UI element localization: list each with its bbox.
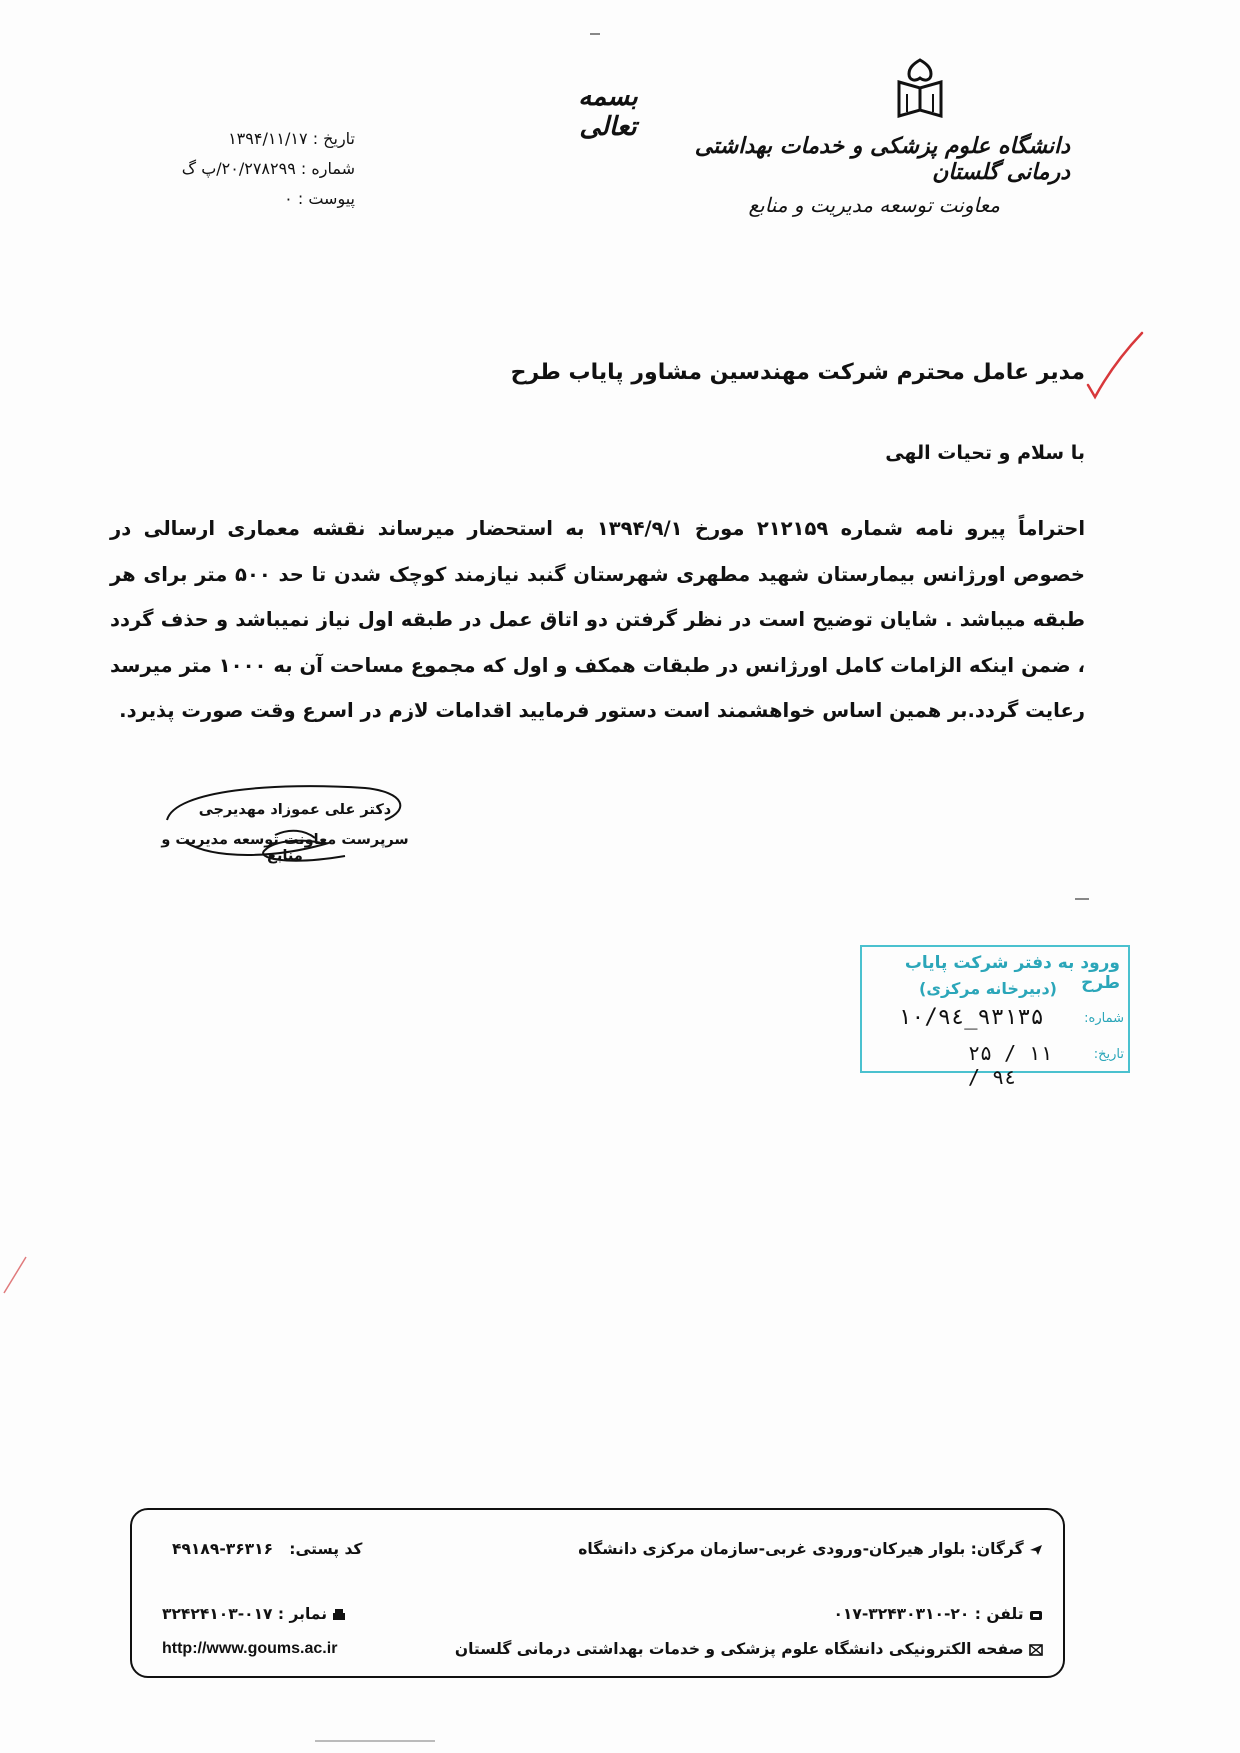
stamp-line-2: (دبیرخانه مرکزی) — [919, 979, 1057, 998]
fax-value: ۰۱۷-۳۲۴۲۴۱۰۳ — [162, 1605, 273, 1623]
stamp-date-label: تاریخ: — [1093, 1047, 1124, 1062]
scan-speck — [1075, 898, 1089, 900]
addressee: مدیر عامل محترم شرکت مهندسین مشاور پایاب طرح — [510, 360, 1085, 385]
letterhead-footer — [130, 1508, 1065, 1678]
web-label: صفحه الکترونیکی دانشگاه علوم پزشکی و خدمات بهداشتی درمانی گلستان — [454, 1640, 1024, 1658]
email-icon — [1029, 1644, 1043, 1656]
date-value: ۱۳۹۴/۱۱/۱۷ — [228, 129, 308, 148]
phone-icon — [1029, 1609, 1043, 1621]
footer-postal — [172, 1540, 362, 1558]
department-name: معاونت توسعه مدیریت و منابع — [748, 193, 1000, 217]
signatory-title: سرپرست معاونت توسعه مدیریت و منابع — [161, 832, 409, 864]
number-row — [95, 154, 355, 184]
greeting: با سلام و تحیات الهی — [885, 442, 1085, 464]
scan-speck — [315, 1740, 435, 1742]
footer-address-text: گرگان: بلوار هیرکان-ورودی غربی-سازمان مرکزی دانشگاه — [578, 1540, 1024, 1558]
stray-mark-icon — [2, 1255, 28, 1295]
stamp-line-1: ورود به دفتر شرکت پایاب طرح — [904, 953, 1120, 993]
receipt-stamp — [860, 945, 1130, 1089]
university-name: دانشگاه علوم پزشکی و خدمات بهداشتی درمانی گلستان — [694, 133, 1070, 185]
footer-fax — [162, 1605, 346, 1623]
phone-label: تلفن : — [974, 1605, 1024, 1623]
date-row — [95, 124, 355, 154]
attachment-label: پیوست : — [297, 189, 355, 208]
number-value: ۲۰/۲۷۸۲۹۹/پ گ — [181, 159, 296, 178]
university-logo-icon — [895, 58, 945, 120]
attachment-row — [95, 184, 355, 214]
letter-body-paragraph: احتراماً پیرو نامه شماره ۲۱۲۱۵۹ مورخ ۱۳۹۴/۹/۱ به استحضار میرساند نقشه معماری ارسالی در خصوص اورژانس بیمارستان شهید مطهری شهرستان گنبد نیازمند کوچک شدن تا حد ۵۰۰ متر برای هر طبقه میباشد . شایان توضیح است در نظر گرفتن دو اتاق عمل در طبقه اول نیاز نمیباشد و حذف گردد ، ضمن اینکه الزامات کامل اورژانس در طبقات همکف و اول که مجموع مساحت آن به ۱۰۰۰ متر میرسد رعایت گردد.بر همین اساس خواهشمند است دستور فرمایید اقدامات لازم در اسرع وقت صورت پذیرد. — [110, 517, 1086, 722]
phone-value: ۲۰-۳۲۴۳۰۳۱۰-۰۱۷ — [833, 1605, 970, 1623]
fax-icon — [332, 1609, 346, 1621]
letter-meta — [95, 124, 355, 214]
fax-label: نمابر : — [277, 1605, 328, 1623]
scan-speck — [590, 33, 600, 35]
footer-phone — [833, 1605, 1043, 1623]
stamp-number-value: ۱۰/۹٤_۹۳۱۳۵ — [898, 1005, 1044, 1030]
postal-label: کد پستی: — [289, 1540, 363, 1558]
location-icon — [1029, 1544, 1043, 1556]
basmala: بسمه تعالی — [578, 82, 638, 142]
footer-web — [455, 1640, 1043, 1658]
stamp-date-value: ۲۵ / ۱۱ / ۹٤ — [968, 1041, 1053, 1089]
footer-address — [578, 1540, 1043, 1558]
postal-value: ۳۶۳۱۶-۴۹۱۸۹ — [172, 1540, 274, 1558]
date-label: تاریخ : — [312, 129, 355, 148]
website-link[interactable]: http://www.goums.ac.ir — [162, 1640, 338, 1657]
stamp-number-label: شماره: — [1084, 1011, 1124, 1026]
signature-block — [155, 780, 415, 870]
number-label: شماره : — [300, 159, 355, 178]
checkmark-icon — [1085, 325, 1145, 405]
attachment-value: ۰ — [284, 189, 293, 208]
signatory-name: دکتر علی عموزاد مهدیرجی — [198, 802, 392, 818]
